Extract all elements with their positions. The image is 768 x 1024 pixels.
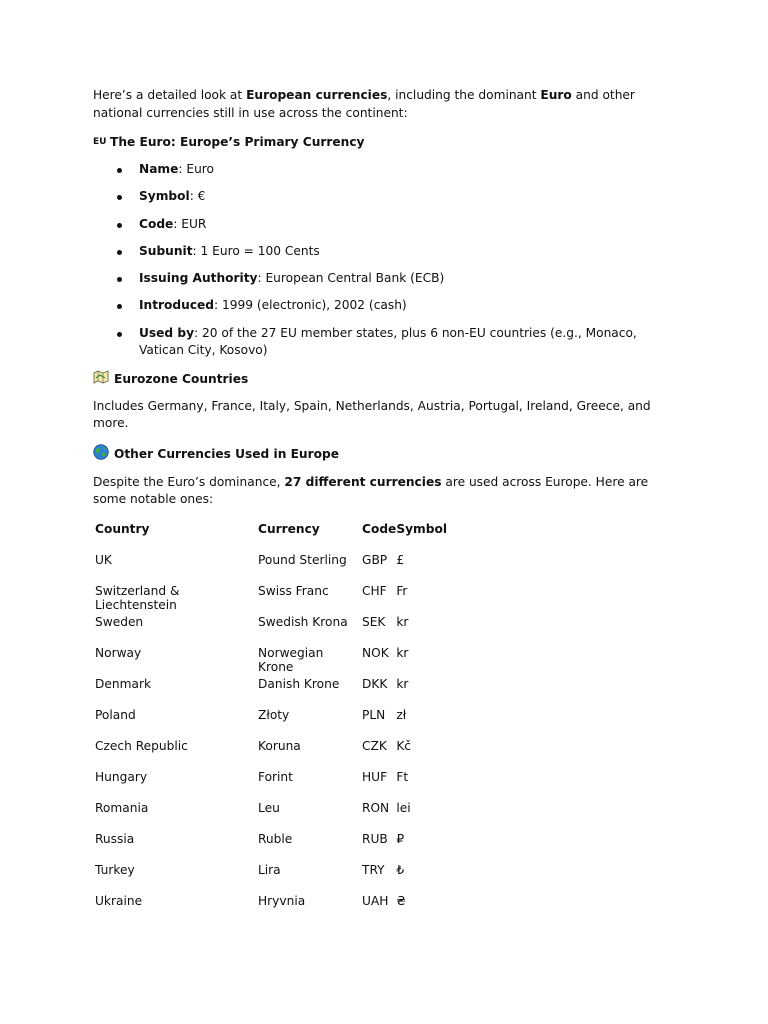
code-cell: TRY [362, 862, 385, 877]
fact-value: : Euro [178, 162, 214, 176]
fact-label: Code [139, 216, 174, 231]
list-item [93, 188, 683, 206]
symbol-cell: Ft [396, 769, 409, 784]
other-text: Despite the Euro’s dominance, [93, 474, 285, 489]
fact-value: : European Central Bank (ECB) [257, 271, 445, 286]
intro-bold-euro: Euro [540, 88, 572, 102]
bullet-icon [117, 195, 122, 200]
bullet-icon [117, 168, 122, 173]
euro-section-heading [93, 134, 683, 151]
bullet-icon [117, 277, 122, 282]
table-row [95, 553, 447, 584]
eurozone-heading-text: Eurozone Countries [114, 371, 249, 386]
table-row [95, 615, 447, 646]
other-heading-text: Other Currencies Used in Europe [114, 446, 339, 461]
currency-table [95, 522, 447, 925]
symbol-cell: Fr [396, 583, 408, 598]
list-item [93, 216, 683, 234]
bullet-icon [117, 250, 122, 255]
code-cell: RUB [362, 831, 388, 846]
code-cell: GBP [362, 552, 388, 567]
country-cell: Ukraine [95, 893, 143, 908]
country-cell: Denmark [95, 676, 152, 691]
other-text: are used across Europe. Here are some notable ones: [93, 474, 649, 507]
list-item [93, 270, 683, 288]
bullet-icon [117, 223, 122, 228]
table-row [95, 863, 447, 894]
symbol-cell: ₽ [396, 831, 405, 846]
symbol-cell: Kč [396, 738, 412, 753]
code-cell: HUF [362, 769, 388, 784]
table-row [95, 739, 447, 770]
country-cell: Russia [95, 831, 135, 846]
eurozone-text: Includes Germany, France, Italy, Spain, Netherlands, Austria, Portugal, Ireland, Greece, and more. [93, 398, 651, 431]
other-currencies-heading [93, 444, 683, 465]
column-header-currency: Currency [258, 521, 320, 536]
list-item [93, 243, 683, 261]
symbol-cell: kr [396, 645, 409, 660]
currency-cell: Złoty [258, 707, 290, 722]
euro-facts-list [93, 161, 683, 360]
fact-value: : EUR [173, 216, 207, 231]
code-cell: DKK [362, 676, 388, 691]
fact-label: Symbol [139, 189, 190, 204]
symbol-cell: lei [396, 800, 411, 815]
symbol-cell: kr [396, 614, 409, 629]
table-row [95, 708, 447, 739]
list-item [93, 297, 683, 315]
currency-cell: Hryvnia [258, 893, 306, 908]
code-cell: UAH [362, 893, 389, 908]
symbol-cell: ₺ [396, 862, 405, 877]
table-row [95, 832, 447, 863]
euro-heading-text: The Euro: Europe’s Primary Currency [110, 135, 365, 149]
table-row [95, 677, 447, 708]
fact-label: Issuing Authority [139, 271, 258, 286]
map-icon [93, 370, 109, 389]
code-cell: NOK [362, 645, 389, 660]
fact-label: Subunit [139, 243, 193, 258]
column-header-country: Country [95, 521, 150, 536]
country-cell: Romania [95, 800, 149, 815]
currency-cell: Pound Sterling [258, 552, 347, 567]
currency-cell: Forint [258, 769, 293, 784]
intro-text: , including the dominant [387, 88, 541, 102]
other-bold-count: 27 different currencies [284, 474, 442, 489]
intro-paragraph [93, 87, 683, 122]
code-cell: PLN [362, 707, 386, 722]
fact-value: : € [189, 189, 206, 204]
currency-cell: Danish Krone [258, 676, 340, 691]
other-currencies-paragraph [93, 474, 683, 509]
country-cell: UK [95, 552, 112, 567]
fact-label: Used by [139, 325, 195, 340]
currency-cell: Ruble [258, 831, 293, 846]
bullet-icon [117, 304, 122, 309]
intro-bold-european-currencies: European currencies [246, 88, 388, 102]
currency-cell: Lira [258, 862, 281, 877]
table-row [95, 801, 447, 832]
document-page [93, 87, 683, 925]
table-row [95, 584, 447, 615]
country-cell: Poland [95, 707, 136, 722]
currency-cell: Leu [258, 800, 280, 815]
globe-icon [93, 444, 109, 465]
eurozone-section-heading [93, 370, 683, 389]
code-cell: CHF [362, 583, 387, 598]
column-header-code: Code [362, 521, 397, 536]
list-item [93, 161, 683, 179]
currency-cell: Swiss Franc [258, 583, 329, 598]
table-row [95, 646, 447, 677]
code-cell: RON [362, 800, 390, 815]
code-cell: CZK [362, 738, 387, 753]
fact-value: : 20 of the 27 EU member states, plus 6 non-EU countries (e.g., Monaco, Vatican City, Kosovo) [139, 325, 637, 358]
country-cell: Switzerland & Liechtenstein [95, 583, 180, 612]
bullet-icon [117, 332, 122, 337]
fact-value: : 1 Euro = 100 Cents [192, 243, 320, 258]
country-cell: Turkey [95, 862, 135, 877]
country-cell: Hungary [95, 769, 148, 784]
eu-flag-icon: EU [93, 137, 107, 147]
column-header-symbol: Symbol [396, 521, 448, 536]
fact-value: : 1999 (electronic), 2002 (cash) [214, 298, 407, 313]
symbol-cell: £ [396, 552, 405, 567]
intro-text: and other national currencies still in use across the continent: [93, 88, 635, 120]
country-cell: Norway [95, 645, 142, 660]
country-cell: Sweden [95, 614, 144, 629]
symbol-cell: ₴ [396, 893, 406, 908]
currency-cell: Koruna [258, 738, 301, 753]
table-row [95, 894, 447, 925]
code-cell: SEK [362, 614, 386, 629]
table-header-row [95, 522, 447, 553]
list-item [93, 325, 683, 360]
table-row [95, 770, 447, 801]
country-cell: Czech Republic [95, 738, 188, 753]
fact-label: Introduced [139, 298, 215, 313]
fact-label: Name [139, 162, 179, 176]
symbol-cell: zł [396, 707, 407, 722]
currency-cell: Norwegian Krone [258, 645, 324, 674]
currency-cell: Swedish Krona [258, 614, 348, 629]
intro-text: Here’s a detailed look at [93, 88, 247, 102]
symbol-cell: kr [396, 676, 409, 691]
